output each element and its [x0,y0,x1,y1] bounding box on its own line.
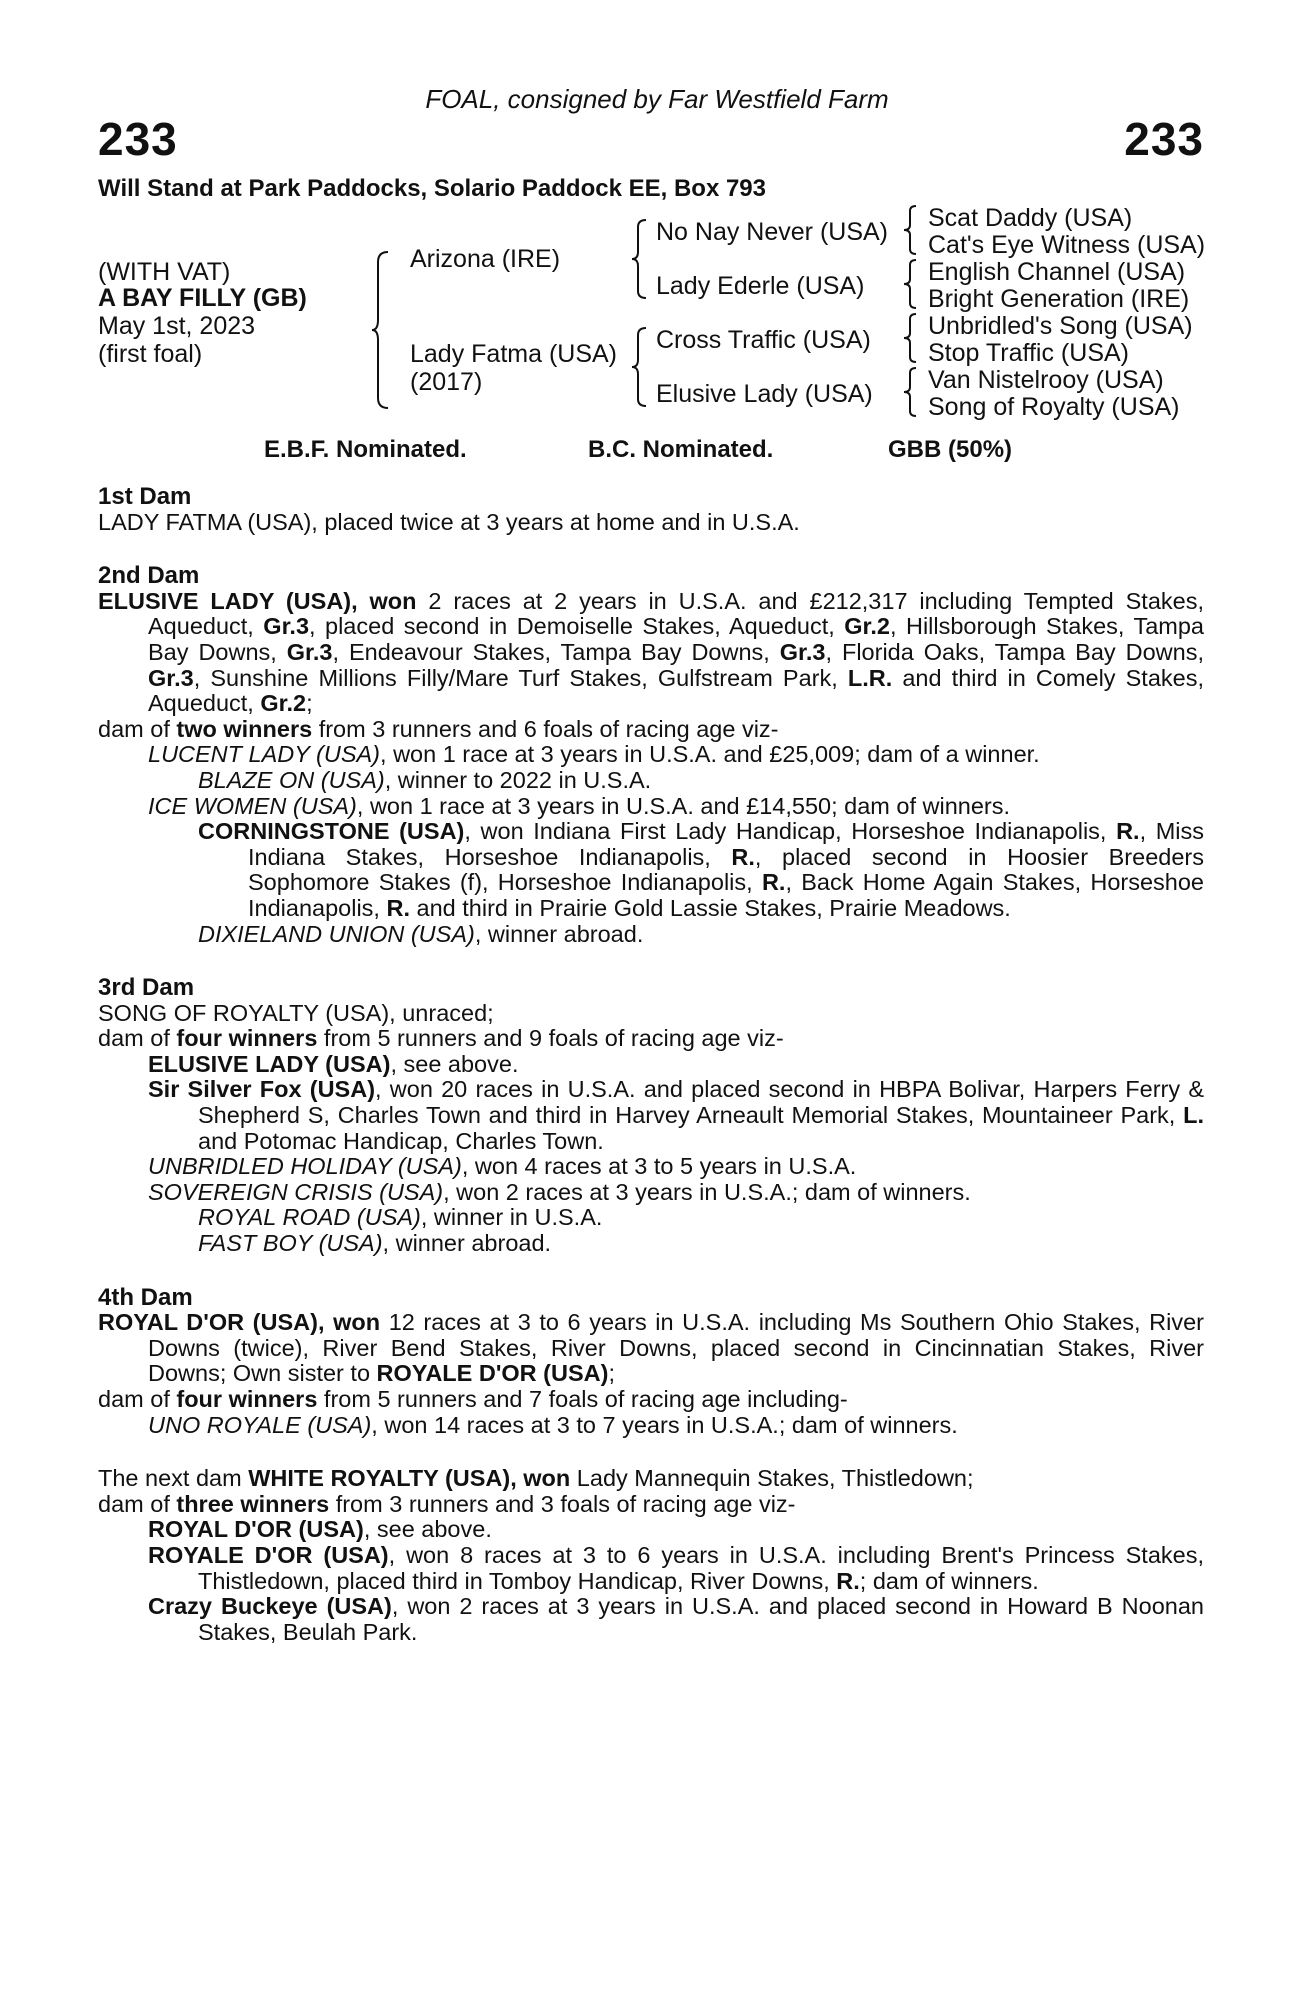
sire-dam: Lady Ederle (USA) [656,272,865,300]
lot-number-right: 233 [1124,113,1204,165]
produce-royal-road: ROYAL ROAD (USA), winner in U.S.A. [198,1204,603,1231]
lot-number-left: 233 [98,113,178,165]
third-dam-section [98,975,1204,1257]
next-dam-produce-summary: dam of three winners from 3 runners and 3 foals of racing age viz- [98,1490,796,1517]
brace-gen1 [372,250,390,410]
produce-lucent-lady: LUCENT LADY (USA), won 1 race at 3 years in U.S.A. and £25,009; dam of a winner. [148,741,1040,768]
brace-sire [632,218,648,300]
catalogue-body [98,484,1204,1645]
first-dam-heading: 1st Dam [98,483,192,510]
gen3-5: Unbridled's Song (USA) [928,312,1193,340]
horse-note: (first foal) [98,340,203,368]
produce-royale-dor: ROYALE D'OR (USA), won 8 races at 3 to 6 years in U.S.A. including Brent's Princess Stakes, Thistledown, placed third in Tomboy Handicap, River Downs, R.; dam of winners. [148,1541,1204,1594]
produce-crazy-buckeye: Crazy Buckeye (USA), won 2 races at 3 years in U.S.A. and placed second in Howard B Noonan Stakes, Beulah Park. [148,1593,1204,1645]
dam-year: (2017) [410,368,483,396]
dam-dam: Elusive Lady (USA) [656,380,873,408]
produce-fast-boy: FAST BOY (USA), winner abroad. [198,1230,552,1257]
stand-info: Will Stand at Park Paddocks, Solario Paddock EE, Box 793 [98,175,767,202]
produce-sir-silver-fox: Sir Silver Fox (USA), won 20 races in U.S.A. and placed second in HBPA Bolivar, Harpers Ferry & Shepherd S, Charles Town and third in Harvey Arneault Memorial Stakes, Mountaineer Park, L. and Potomac Handicap, Charles Town. [148,1076,1205,1154]
gen3-4: Bright Generation (IRE) [928,285,1190,313]
produce-corningstone: CORNINGSTONE (USA), won Indiana First Lady Handicap, Horseshoe Indianapolis, R., Miss Indiana Stakes, Horseshoe Indianapolis, R., placed second in Hoosier Breeders Sophomore Stakes (f), Horseshoe Indianapolis, R., Back Home Again Stakes, Horseshoe Indianapolis, R. and third in Prairie Gold Lassie Stakes, Prairie Meadows. [198,818,1205,921]
horse-dob: May 1st, 2023 [98,312,256,340]
produce-elusive-lady: ELUSIVE LADY (USA), see above. [148,1050,519,1077]
first-dam-section [98,484,1204,535]
brace-g3-4 [904,366,918,418]
gen3-8: Song of Royalty (USA) [928,393,1180,421]
gbb-note: GBB (50%) [888,436,1013,463]
fourth-dam-record: ROYAL D'OR (USA), won 12 races at 3 to 6 years in U.S.A. including Ms Southern Ohio Stakes, River Downs (twice), River Bend Stakes, River Downs, placed second in Cincinnatian Stakes, River Downs; Own sister to ROYALE D'OR (USA); [98,1309,1204,1387]
gen3-1: Scat Daddy (USA) [928,204,1133,232]
second-dam-section [98,563,1204,947]
brace-g3-2 [904,258,918,310]
gen3-6: Stop Traffic (USA) [928,339,1129,367]
sire-sire: No Nay Never (USA) [656,218,888,246]
third-dam-heading: 3rd Dam [98,974,195,1002]
fourth-dam-heading: 4th Dam [98,1283,193,1311]
dam-name: Lady Fatma (USA) [410,340,618,368]
brace-g3-1 [904,204,918,256]
produce-royal-dor: ROYAL D'OR (USA), see above. [148,1516,492,1543]
fourth-dam-produce-summary: dam of four winners from 5 runners and 7 foals of racing age including- [98,1386,848,1412]
produce-unbridled-holiday: UNBRIDLED HOLIDAY (USA), won 4 races at 3 to 5 years in U.S.A. [148,1153,857,1180]
brace-dam [632,326,648,408]
gen3-3: English Channel (USA) [928,258,1186,286]
gen3-2: Cat's Eye Witness (USA) [928,231,1206,259]
produce-ice-women: ICE WOMEN (USA), won 1 race at 3 years in U.S.A. and £14,550; dam of winners. [148,792,1011,819]
produce-sovereign-crisis: SOVEREIGN CRISIS (USA), won 2 races at 3 years in U.S.A.; dam of winners. [148,1178,971,1205]
third-dam-line: SONG OF ROYALTY (USA), unraced; [98,999,494,1026]
horse-name: A BAY FILLY (GB) [98,284,307,312]
ebf-nomination: E.B.F. Nominated. [264,436,467,463]
consignment-line: FOAL, consigned by Far Westfield Farm [425,84,889,114]
produce-blaze-on: BLAZE ON (USA), winner to 2022 in U.S.A. [198,766,652,793]
third-dam-produce-summary: dam of four winners from 5 runners and 9 foals of racing age viz- [98,1025,784,1052]
vat-note: (WITH VAT) [98,258,231,286]
produce-uno-royale: UNO ROYALE (USA), won 14 races at 3 to 7 years in U.S.A.; dam of winners. [148,1411,958,1438]
second-dam-produce-summary: dam of two winners from 3 runners and 6 foals of racing age viz- [98,715,779,742]
second-dam-heading: 2nd Dam [98,562,200,590]
second-dam-name: ELUSIVE LADY (USA) [98,587,352,614]
next-dam-line: The next dam WHITE ROYALTY (USA), won Lady Mannequin Stakes, Thistledown; [98,1465,974,1492]
won-word: won [369,587,417,614]
second-dam-record: ELUSIVE LADY (USA), won 2 races at 2 years in U.S.A. and £212,317 including Tempted Stakes, Aqueduct, Gr.3, placed second in Demoiselle Stakes, Aqueduct, Gr.2, Hillsborough Stakes, Tampa Bay Downs, Gr.3, Endeavour Stakes, Tampa Bay Downs, Gr.3, Florida Oaks, Tampa Bay Downs, Gr.3, Sunshine Millions Filly/Mare Turf Stakes, Gulfstream Park, L.R. and third in Comely Stakes, Aqueduct, Gr.2; [98,587,1205,717]
bc-nomination: B.C. Nominated. [588,436,774,463]
first-dam-text: LADY FATMA (USA), placed twice at 3 years at home and in U.S.A. [98,508,800,535]
dam-sire: Cross Traffic (USA) [656,326,871,354]
gen3-7: Van Nistelrooy (USA) [928,366,1164,394]
sire-name: Arizona (IRE) [410,245,561,273]
produce-dixieland-union: DIXIELAND UNION (USA), winner abroad. [198,920,644,947]
brace-g3-3 [904,312,918,364]
next-dam-section [98,1466,1204,1645]
fourth-dam-section [98,1285,1204,1439]
